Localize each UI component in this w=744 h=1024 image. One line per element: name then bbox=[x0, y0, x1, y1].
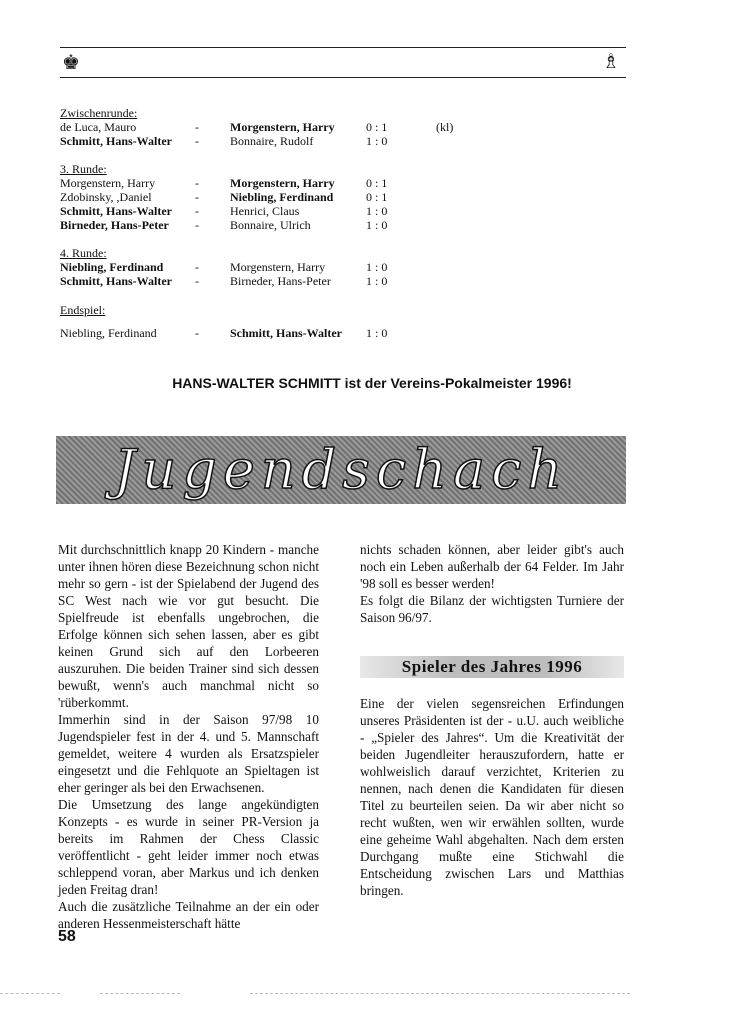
section-heading: 3. Runde: bbox=[60, 162, 107, 176]
player-one: Morgenstern, Harry bbox=[60, 176, 156, 190]
result-note: (kl) bbox=[436, 120, 454, 134]
sub-section-title: Spieler des Jahres 1996 bbox=[401, 657, 583, 676]
paragraph: Auch die zusätzliche Teilnahme an der ein oder anderen Hessenmeisterschaft hätte bbox=[58, 899, 319, 931]
right-column-top bbox=[360, 541, 624, 626]
section-heading: Endspiel: bbox=[60, 303, 106, 317]
player-one: Niebling, Ferdinand bbox=[60, 326, 157, 340]
separator: - bbox=[195, 120, 199, 134]
result-row bbox=[60, 260, 660, 274]
player-two: Schmitt, Hans-Walter bbox=[230, 326, 342, 340]
left-column bbox=[58, 541, 319, 932]
sub-section-banner bbox=[360, 656, 624, 678]
zwischenrunde-section bbox=[60, 106, 660, 148]
player-one: Niebling, Ferdinand bbox=[60, 260, 164, 274]
page-number: 58 bbox=[58, 928, 76, 945]
score: 1 : 0 bbox=[366, 274, 388, 288]
result-row bbox=[60, 274, 660, 288]
score: 1 : 0 bbox=[366, 326, 388, 340]
banner-title: Jugendschach bbox=[113, 438, 569, 501]
result-row bbox=[60, 326, 660, 340]
bishop-chess-icon: ♗ bbox=[602, 51, 620, 73]
endspiel-section bbox=[60, 303, 660, 340]
player-two: Niebling, Ferdinand bbox=[230, 190, 334, 204]
paragraph: Mit durchschnittlich knapp 20 Kindern - manche unter ihnen hören diese Bezeichnung schon nicht mehr so gern - ist der Spielabend der Jugend des SC West nach wie vor gut besucht. Die Spielfreude ist ebenfalls ungebrochen, die Erfolge können sich sehen lassen, aber es gibt keinen Grund sich auf den Lorbeeren auszuruhen. Die beiden Trainer sind sich dessen bewußt, wenn's auch manchmal nicht so 'rüberkommt. bbox=[58, 542, 319, 710]
separator: - bbox=[195, 190, 199, 204]
separator: - bbox=[195, 176, 199, 190]
result-row bbox=[60, 120, 660, 134]
score: 1 : 0 bbox=[366, 134, 388, 148]
score: 1 : 0 bbox=[366, 260, 388, 274]
score: 1 : 0 bbox=[366, 204, 388, 218]
separator: - bbox=[195, 218, 199, 232]
scan-artifact-line bbox=[100, 993, 180, 994]
player-one: de Luca, Mauro bbox=[60, 120, 137, 134]
player-one: Zdobinsky, ,Daniel bbox=[60, 190, 152, 204]
scan-artifact-line bbox=[0, 993, 60, 994]
header-bottom-rule bbox=[60, 77, 626, 78]
runde3-section bbox=[60, 162, 660, 232]
result-row bbox=[60, 134, 660, 148]
result-row bbox=[60, 176, 660, 190]
player-two: Bonnaire, Ulrich bbox=[230, 218, 311, 232]
paragraph: Eine der vielen segensreichen Erfindungen unseres Präsidenten ist der - u.U. auch weibliche - „Spieler des Jahres“. Um die Kreativität der beiden Jugendleiter herauszufordern, hatte er wohlweislich darauf verzichtet, Kriterien zu nennen, nach denen die Kandidaten für diesen Titel zu beurteilen seien. Da wir aber nicht so recht wußten, wen wir erwählen sollten, wurde eine geheime Wahl abgehalten. Nach dem ersten Durchgang mußte eine Stichwahl die Entscheidung zwischen Lars und Matthias bringen. bbox=[360, 696, 624, 898]
section-heading: 4. Runde: bbox=[60, 246, 107, 260]
result-row bbox=[60, 218, 660, 232]
player-two: Birneder, Hans-Peter bbox=[230, 274, 331, 288]
player-one: Schmitt, Hans-Walter bbox=[60, 204, 172, 218]
player-two: Henrici, Claus bbox=[230, 204, 300, 218]
player-two: Bonnaire, Rudolf bbox=[230, 134, 314, 148]
scan-artifact-line bbox=[250, 993, 630, 994]
paragraph: Die Umsetzung des lange angekündigten Konzepts - es wurde in seiner PR-Version ja bereits im Rahmen der Chess Classic veröffentlicht - geht leider immer noch etwas schleppend voran, aber Markus und ich denken jeden Freitag dran! bbox=[58, 797, 319, 897]
section-heading: Zwischenrunde: bbox=[60, 106, 138, 120]
paragraph: nichts schaden können, aber leider gibt's auch noch ein Leben außerhalb der 64 Felder. Im Jahr '98 soll es besser werden! bbox=[360, 542, 624, 591]
player-one: Schmitt, Hans-Walter bbox=[60, 274, 172, 288]
result-row bbox=[60, 204, 660, 218]
paragraph: Immerhin sind in der Saison 97/98 10 Jugendspieler fest in der 4. und 5. Mannschaft gemeldet, weitere 4 wurden als Ersatzspieler eingesetzt und die Fehlquote an Spieltagen ist eher geringer als bei den Erwachsenen. bbox=[58, 712, 319, 795]
runde4-section bbox=[60, 246, 660, 288]
separator: - bbox=[195, 274, 199, 288]
score: 0 : 1 bbox=[366, 120, 388, 134]
player-two: Morgenstern, Harry bbox=[230, 260, 326, 274]
separator: - bbox=[195, 260, 199, 274]
section-banner bbox=[56, 436, 626, 504]
score: 0 : 1 bbox=[366, 190, 388, 204]
player-one: Birneder, Hans-Peter bbox=[60, 218, 169, 232]
header-top-rule bbox=[60, 47, 626, 48]
separator: - bbox=[195, 134, 199, 148]
separator: - bbox=[195, 326, 199, 340]
right-column-bottom bbox=[360, 695, 624, 899]
result-row bbox=[60, 190, 660, 204]
player-two: Morgenstern, Harry bbox=[230, 176, 335, 190]
paragraph: Es folgt die Bilanz der wichtigsten Turniere der Saison 96/97. bbox=[360, 593, 624, 625]
king-chess-icon: ♚ bbox=[62, 52, 80, 74]
player-two: Morgenstern, Harry bbox=[230, 120, 335, 134]
separator: - bbox=[195, 204, 199, 218]
player-one: Schmitt, Hans-Walter bbox=[60, 134, 172, 148]
score: 0 : 1 bbox=[366, 176, 388, 190]
score: 1 : 0 bbox=[366, 218, 388, 232]
champion-headline: HANS-WALTER SCHMITT ist der Vereins-Pokalmeister 1996! bbox=[172, 375, 572, 391]
